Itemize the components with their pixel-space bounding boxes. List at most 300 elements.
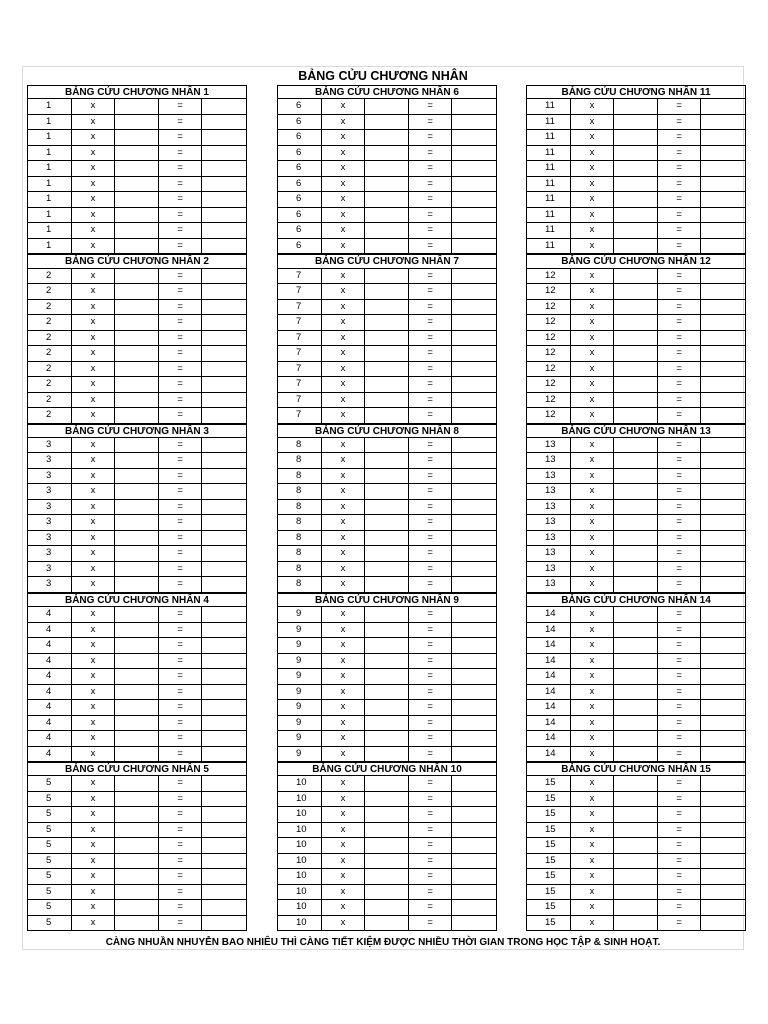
multiplier-blank-cell[interactable] bbox=[365, 284, 409, 299]
multiplier-blank-cell[interactable] bbox=[365, 438, 409, 453]
result-blank-cell[interactable] bbox=[452, 284, 496, 299]
result-blank-cell[interactable] bbox=[202, 269, 246, 284]
multiplier-blank-cell[interactable] bbox=[614, 346, 658, 361]
result-blank-cell[interactable] bbox=[701, 300, 745, 315]
result-blank-cell[interactable] bbox=[452, 239, 496, 254]
result-blank-cell[interactable] bbox=[202, 223, 246, 238]
multiplier-blank-cell[interactable] bbox=[614, 192, 658, 207]
multiplier-blank-cell[interactable] bbox=[115, 623, 159, 638]
result-blank-cell[interactable] bbox=[452, 823, 496, 838]
multiplier-blank-cell[interactable] bbox=[115, 823, 159, 838]
multiplier-blank-cell[interactable] bbox=[115, 438, 159, 453]
multiplier-blank-cell[interactable] bbox=[365, 562, 409, 577]
result-blank-cell[interactable] bbox=[202, 331, 246, 346]
multiplier-blank-cell[interactable] bbox=[365, 885, 409, 900]
result-blank-cell[interactable] bbox=[202, 623, 246, 638]
result-blank-cell[interactable] bbox=[202, 453, 246, 468]
multiplier-blank-cell[interactable] bbox=[614, 838, 658, 853]
multiplier-blank-cell[interactable] bbox=[365, 208, 409, 223]
result-blank-cell[interactable] bbox=[202, 99, 246, 114]
result-blank-cell[interactable] bbox=[202, 900, 246, 915]
multiplier-blank-cell[interactable] bbox=[614, 792, 658, 807]
result-blank-cell[interactable] bbox=[202, 577, 246, 592]
multiplier-blank-cell[interactable] bbox=[365, 838, 409, 853]
multiplier-blank-cell[interactable] bbox=[115, 700, 159, 715]
multiplier-blank-cell[interactable] bbox=[614, 900, 658, 915]
result-blank-cell[interactable] bbox=[202, 208, 246, 223]
result-blank-cell[interactable] bbox=[202, 500, 246, 515]
multiplier-blank-cell[interactable] bbox=[614, 469, 658, 484]
multiplier-blank-cell[interactable] bbox=[115, 208, 159, 223]
multiplier-blank-cell[interactable] bbox=[614, 669, 658, 684]
multiplier-blank-cell[interactable] bbox=[365, 315, 409, 330]
result-blank-cell[interactable] bbox=[452, 377, 496, 392]
result-blank-cell[interactable] bbox=[202, 854, 246, 869]
multiplier-blank-cell[interactable] bbox=[115, 916, 159, 931]
multiplier-blank-cell[interactable] bbox=[115, 885, 159, 900]
result-blank-cell[interactable] bbox=[701, 161, 745, 176]
multiplier-blank-cell[interactable] bbox=[115, 146, 159, 161]
result-blank-cell[interactable] bbox=[701, 885, 745, 900]
result-blank-cell[interactable] bbox=[701, 192, 745, 207]
result-blank-cell[interactable] bbox=[701, 469, 745, 484]
result-blank-cell[interactable] bbox=[202, 408, 246, 423]
multiplier-blank-cell[interactable] bbox=[614, 438, 658, 453]
result-blank-cell[interactable] bbox=[701, 531, 745, 546]
result-blank-cell[interactable] bbox=[202, 700, 246, 715]
multiplier-blank-cell[interactable] bbox=[614, 654, 658, 669]
multiplier-blank-cell[interactable] bbox=[365, 823, 409, 838]
result-blank-cell[interactable] bbox=[452, 362, 496, 377]
multiplier-blank-cell[interactable] bbox=[365, 515, 409, 530]
result-blank-cell[interactable] bbox=[452, 869, 496, 884]
multiplier-blank-cell[interactable] bbox=[365, 776, 409, 791]
multiplier-blank-cell[interactable] bbox=[115, 638, 159, 653]
multiplier-blank-cell[interactable] bbox=[614, 115, 658, 130]
result-blank-cell[interactable] bbox=[701, 177, 745, 192]
multiplier-blank-cell[interactable] bbox=[365, 685, 409, 700]
multiplier-blank-cell[interactable] bbox=[365, 177, 409, 192]
multiplier-blank-cell[interactable] bbox=[115, 408, 159, 423]
multiplier-blank-cell[interactable] bbox=[365, 362, 409, 377]
result-blank-cell[interactable] bbox=[701, 408, 745, 423]
result-blank-cell[interactable] bbox=[701, 716, 745, 731]
result-blank-cell[interactable] bbox=[202, 869, 246, 884]
multiplier-blank-cell[interactable] bbox=[365, 607, 409, 622]
multiplier-blank-cell[interactable] bbox=[614, 269, 658, 284]
multiplier-blank-cell[interactable] bbox=[115, 99, 159, 114]
multiplier-blank-cell[interactable] bbox=[365, 531, 409, 546]
result-blank-cell[interactable] bbox=[452, 146, 496, 161]
result-blank-cell[interactable] bbox=[452, 838, 496, 853]
result-blank-cell[interactable] bbox=[452, 484, 496, 499]
multiplier-blank-cell[interactable] bbox=[115, 223, 159, 238]
multiplier-blank-cell[interactable] bbox=[365, 807, 409, 822]
multiplier-blank-cell[interactable] bbox=[365, 869, 409, 884]
multiplier-blank-cell[interactable] bbox=[614, 393, 658, 408]
result-blank-cell[interactable] bbox=[701, 377, 745, 392]
multiplier-blank-cell[interactable] bbox=[115, 469, 159, 484]
multiplier-blank-cell[interactable] bbox=[115, 346, 159, 361]
result-blank-cell[interactable] bbox=[701, 792, 745, 807]
multiplier-blank-cell[interactable] bbox=[614, 515, 658, 530]
result-blank-cell[interactable] bbox=[202, 146, 246, 161]
multiplier-blank-cell[interactable] bbox=[614, 500, 658, 515]
result-blank-cell[interactable] bbox=[701, 823, 745, 838]
multiplier-blank-cell[interactable] bbox=[365, 115, 409, 130]
multiplier-blank-cell[interactable] bbox=[115, 747, 159, 762]
multiplier-blank-cell[interactable] bbox=[614, 315, 658, 330]
result-blank-cell[interactable] bbox=[452, 515, 496, 530]
multiplier-blank-cell[interactable] bbox=[365, 239, 409, 254]
result-blank-cell[interactable] bbox=[202, 469, 246, 484]
result-blank-cell[interactable] bbox=[701, 776, 745, 791]
multiplier-blank-cell[interactable] bbox=[115, 284, 159, 299]
result-blank-cell[interactable] bbox=[202, 177, 246, 192]
multiplier-blank-cell[interactable] bbox=[365, 623, 409, 638]
multiplier-blank-cell[interactable] bbox=[614, 731, 658, 746]
result-blank-cell[interactable] bbox=[452, 747, 496, 762]
multiplier-blank-cell[interactable] bbox=[614, 854, 658, 869]
result-blank-cell[interactable] bbox=[452, 393, 496, 408]
result-blank-cell[interactable] bbox=[701, 515, 745, 530]
multiplier-blank-cell[interactable] bbox=[614, 916, 658, 931]
result-blank-cell[interactable] bbox=[452, 208, 496, 223]
multiplier-blank-cell[interactable] bbox=[115, 577, 159, 592]
multiplier-blank-cell[interactable] bbox=[614, 239, 658, 254]
result-blank-cell[interactable] bbox=[202, 531, 246, 546]
result-blank-cell[interactable] bbox=[202, 484, 246, 499]
result-blank-cell[interactable] bbox=[701, 130, 745, 145]
result-blank-cell[interactable] bbox=[202, 130, 246, 145]
result-blank-cell[interactable] bbox=[452, 130, 496, 145]
result-blank-cell[interactable] bbox=[452, 331, 496, 346]
result-blank-cell[interactable] bbox=[701, 208, 745, 223]
result-blank-cell[interactable] bbox=[202, 300, 246, 315]
multiplier-blank-cell[interactable] bbox=[614, 377, 658, 392]
result-blank-cell[interactable] bbox=[202, 807, 246, 822]
result-blank-cell[interactable] bbox=[452, 223, 496, 238]
result-blank-cell[interactable] bbox=[452, 607, 496, 622]
multiplier-blank-cell[interactable] bbox=[614, 284, 658, 299]
result-blank-cell[interactable] bbox=[452, 700, 496, 715]
multiplier-blank-cell[interactable] bbox=[115, 654, 159, 669]
multiplier-blank-cell[interactable] bbox=[115, 239, 159, 254]
result-blank-cell[interactable] bbox=[701, 284, 745, 299]
result-blank-cell[interactable] bbox=[202, 192, 246, 207]
multiplier-blank-cell[interactable] bbox=[614, 562, 658, 577]
result-blank-cell[interactable] bbox=[452, 885, 496, 900]
result-blank-cell[interactable] bbox=[202, 515, 246, 530]
multiplier-blank-cell[interactable] bbox=[614, 638, 658, 653]
multiplier-blank-cell[interactable] bbox=[115, 607, 159, 622]
multiplier-blank-cell[interactable] bbox=[115, 838, 159, 853]
result-blank-cell[interactable] bbox=[452, 177, 496, 192]
multiplier-blank-cell[interactable] bbox=[365, 377, 409, 392]
result-blank-cell[interactable] bbox=[452, 685, 496, 700]
result-blank-cell[interactable] bbox=[452, 531, 496, 546]
multiplier-blank-cell[interactable] bbox=[614, 146, 658, 161]
result-blank-cell[interactable] bbox=[452, 346, 496, 361]
result-blank-cell[interactable] bbox=[202, 916, 246, 931]
multiplier-blank-cell[interactable] bbox=[115, 546, 159, 561]
multiplier-blank-cell[interactable] bbox=[614, 531, 658, 546]
result-blank-cell[interactable] bbox=[701, 900, 745, 915]
multiplier-blank-cell[interactable] bbox=[365, 577, 409, 592]
result-blank-cell[interactable] bbox=[202, 776, 246, 791]
result-blank-cell[interactable] bbox=[202, 562, 246, 577]
result-blank-cell[interactable] bbox=[701, 807, 745, 822]
multiplier-blank-cell[interactable] bbox=[614, 869, 658, 884]
result-blank-cell[interactable] bbox=[452, 638, 496, 653]
result-blank-cell[interactable] bbox=[701, 223, 745, 238]
result-blank-cell[interactable] bbox=[202, 716, 246, 731]
multiplier-blank-cell[interactable] bbox=[365, 484, 409, 499]
result-blank-cell[interactable] bbox=[202, 654, 246, 669]
multiplier-blank-cell[interactable] bbox=[614, 362, 658, 377]
result-blank-cell[interactable] bbox=[202, 731, 246, 746]
multiplier-blank-cell[interactable] bbox=[365, 716, 409, 731]
multiplier-blank-cell[interactable] bbox=[365, 130, 409, 145]
multiplier-blank-cell[interactable] bbox=[115, 130, 159, 145]
multiplier-blank-cell[interactable] bbox=[614, 747, 658, 762]
result-blank-cell[interactable] bbox=[701, 438, 745, 453]
multiplier-blank-cell[interactable] bbox=[115, 531, 159, 546]
result-blank-cell[interactable] bbox=[452, 916, 496, 931]
multiplier-blank-cell[interactable] bbox=[115, 869, 159, 884]
result-blank-cell[interactable] bbox=[452, 623, 496, 638]
result-blank-cell[interactable] bbox=[202, 239, 246, 254]
result-blank-cell[interactable] bbox=[452, 854, 496, 869]
multiplier-blank-cell[interactable] bbox=[614, 577, 658, 592]
result-blank-cell[interactable] bbox=[452, 731, 496, 746]
multiplier-blank-cell[interactable] bbox=[614, 546, 658, 561]
multiplier-blank-cell[interactable] bbox=[365, 223, 409, 238]
result-blank-cell[interactable] bbox=[701, 669, 745, 684]
result-blank-cell[interactable] bbox=[701, 638, 745, 653]
result-blank-cell[interactable] bbox=[701, 731, 745, 746]
result-blank-cell[interactable] bbox=[202, 885, 246, 900]
multiplier-blank-cell[interactable] bbox=[365, 269, 409, 284]
result-blank-cell[interactable] bbox=[452, 776, 496, 791]
multiplier-blank-cell[interactable] bbox=[115, 315, 159, 330]
result-blank-cell[interactable] bbox=[701, 269, 745, 284]
result-blank-cell[interactable] bbox=[701, 393, 745, 408]
result-blank-cell[interactable] bbox=[202, 685, 246, 700]
result-blank-cell[interactable] bbox=[452, 438, 496, 453]
result-blank-cell[interactable] bbox=[202, 669, 246, 684]
result-blank-cell[interactable] bbox=[202, 284, 246, 299]
result-blank-cell[interactable] bbox=[701, 607, 745, 622]
result-blank-cell[interactable] bbox=[202, 315, 246, 330]
multiplier-blank-cell[interactable] bbox=[614, 607, 658, 622]
result-blank-cell[interactable] bbox=[701, 700, 745, 715]
result-blank-cell[interactable] bbox=[202, 377, 246, 392]
multiplier-blank-cell[interactable] bbox=[115, 776, 159, 791]
result-blank-cell[interactable] bbox=[701, 685, 745, 700]
result-blank-cell[interactable] bbox=[701, 916, 745, 931]
result-blank-cell[interactable] bbox=[202, 546, 246, 561]
multiplier-blank-cell[interactable] bbox=[115, 377, 159, 392]
multiplier-blank-cell[interactable] bbox=[614, 453, 658, 468]
multiplier-blank-cell[interactable] bbox=[115, 269, 159, 284]
multiplier-blank-cell[interactable] bbox=[365, 654, 409, 669]
result-blank-cell[interactable] bbox=[452, 469, 496, 484]
multiplier-blank-cell[interactable] bbox=[614, 300, 658, 315]
multiplier-blank-cell[interactable] bbox=[365, 700, 409, 715]
result-blank-cell[interactable] bbox=[202, 823, 246, 838]
multiplier-blank-cell[interactable] bbox=[614, 623, 658, 638]
multiplier-blank-cell[interactable] bbox=[614, 161, 658, 176]
result-blank-cell[interactable] bbox=[452, 300, 496, 315]
result-blank-cell[interactable] bbox=[701, 99, 745, 114]
multiplier-blank-cell[interactable] bbox=[115, 854, 159, 869]
multiplier-blank-cell[interactable] bbox=[365, 669, 409, 684]
result-blank-cell[interactable] bbox=[202, 438, 246, 453]
multiplier-blank-cell[interactable] bbox=[115, 115, 159, 130]
result-blank-cell[interactable] bbox=[202, 346, 246, 361]
multiplier-blank-cell[interactable] bbox=[115, 393, 159, 408]
result-blank-cell[interactable] bbox=[452, 577, 496, 592]
multiplier-blank-cell[interactable] bbox=[365, 331, 409, 346]
result-blank-cell[interactable] bbox=[701, 484, 745, 499]
multiplier-blank-cell[interactable] bbox=[365, 393, 409, 408]
result-blank-cell[interactable] bbox=[452, 192, 496, 207]
multiplier-blank-cell[interactable] bbox=[115, 300, 159, 315]
multiplier-blank-cell[interactable] bbox=[115, 716, 159, 731]
multiplier-blank-cell[interactable] bbox=[365, 300, 409, 315]
multiplier-blank-cell[interactable] bbox=[115, 192, 159, 207]
multiplier-blank-cell[interactable] bbox=[115, 161, 159, 176]
multiplier-blank-cell[interactable] bbox=[614, 807, 658, 822]
result-blank-cell[interactable] bbox=[701, 854, 745, 869]
result-blank-cell[interactable] bbox=[452, 716, 496, 731]
multiplier-blank-cell[interactable] bbox=[614, 223, 658, 238]
multiplier-blank-cell[interactable] bbox=[614, 700, 658, 715]
multiplier-blank-cell[interactable] bbox=[365, 792, 409, 807]
result-blank-cell[interactable] bbox=[701, 331, 745, 346]
multiplier-blank-cell[interactable] bbox=[614, 484, 658, 499]
result-blank-cell[interactable] bbox=[202, 792, 246, 807]
multiplier-blank-cell[interactable] bbox=[365, 161, 409, 176]
multiplier-blank-cell[interactable] bbox=[115, 331, 159, 346]
multiplier-blank-cell[interactable] bbox=[115, 792, 159, 807]
result-blank-cell[interactable] bbox=[701, 346, 745, 361]
multiplier-blank-cell[interactable] bbox=[365, 346, 409, 361]
result-blank-cell[interactable] bbox=[452, 269, 496, 284]
multiplier-blank-cell[interactable] bbox=[614, 408, 658, 423]
multiplier-blank-cell[interactable] bbox=[614, 823, 658, 838]
result-blank-cell[interactable] bbox=[701, 146, 745, 161]
multiplier-blank-cell[interactable] bbox=[614, 177, 658, 192]
multiplier-blank-cell[interactable] bbox=[115, 900, 159, 915]
result-blank-cell[interactable] bbox=[701, 869, 745, 884]
result-blank-cell[interactable] bbox=[202, 838, 246, 853]
multiplier-blank-cell[interactable] bbox=[365, 146, 409, 161]
multiplier-blank-cell[interactable] bbox=[115, 177, 159, 192]
multiplier-blank-cell[interactable] bbox=[115, 669, 159, 684]
result-blank-cell[interactable] bbox=[701, 577, 745, 592]
multiplier-blank-cell[interactable] bbox=[614, 130, 658, 145]
result-blank-cell[interactable] bbox=[202, 115, 246, 130]
multiplier-blank-cell[interactable] bbox=[365, 747, 409, 762]
multiplier-blank-cell[interactable] bbox=[115, 453, 159, 468]
result-blank-cell[interactable] bbox=[452, 654, 496, 669]
multiplier-blank-cell[interactable] bbox=[115, 807, 159, 822]
result-blank-cell[interactable] bbox=[452, 546, 496, 561]
result-blank-cell[interactable] bbox=[452, 315, 496, 330]
result-blank-cell[interactable] bbox=[701, 623, 745, 638]
multiplier-blank-cell[interactable] bbox=[365, 453, 409, 468]
multiplier-blank-cell[interactable] bbox=[365, 408, 409, 423]
result-blank-cell[interactable] bbox=[701, 500, 745, 515]
multiplier-blank-cell[interactable] bbox=[614, 331, 658, 346]
result-blank-cell[interactable] bbox=[452, 500, 496, 515]
result-blank-cell[interactable] bbox=[701, 654, 745, 669]
multiplier-blank-cell[interactable] bbox=[365, 192, 409, 207]
result-blank-cell[interactable] bbox=[452, 453, 496, 468]
result-blank-cell[interactable] bbox=[701, 115, 745, 130]
result-blank-cell[interactable] bbox=[452, 669, 496, 684]
result-blank-cell[interactable] bbox=[452, 900, 496, 915]
result-blank-cell[interactable] bbox=[452, 408, 496, 423]
result-blank-cell[interactable] bbox=[202, 161, 246, 176]
multiplier-blank-cell[interactable] bbox=[115, 562, 159, 577]
result-blank-cell[interactable] bbox=[202, 607, 246, 622]
multiplier-blank-cell[interactable] bbox=[115, 362, 159, 377]
result-blank-cell[interactable] bbox=[452, 792, 496, 807]
result-blank-cell[interactable] bbox=[452, 161, 496, 176]
result-blank-cell[interactable] bbox=[701, 453, 745, 468]
multiplier-blank-cell[interactable] bbox=[115, 500, 159, 515]
result-blank-cell[interactable] bbox=[701, 239, 745, 254]
result-blank-cell[interactable] bbox=[452, 562, 496, 577]
multiplier-blank-cell[interactable] bbox=[614, 99, 658, 114]
result-blank-cell[interactable] bbox=[202, 362, 246, 377]
multiplier-blank-cell[interactable] bbox=[115, 685, 159, 700]
multiplier-blank-cell[interactable] bbox=[115, 731, 159, 746]
multiplier-blank-cell[interactable] bbox=[115, 515, 159, 530]
multiplier-blank-cell[interactable] bbox=[365, 916, 409, 931]
result-blank-cell[interactable] bbox=[701, 362, 745, 377]
multiplier-blank-cell[interactable] bbox=[115, 484, 159, 499]
multiplier-blank-cell[interactable] bbox=[614, 685, 658, 700]
multiplier-blank-cell[interactable] bbox=[614, 208, 658, 223]
multiplier-blank-cell[interactable] bbox=[365, 546, 409, 561]
multiplier-blank-cell[interactable] bbox=[365, 500, 409, 515]
multiplier-blank-cell[interactable] bbox=[365, 469, 409, 484]
result-blank-cell[interactable] bbox=[452, 115, 496, 130]
multiplier-blank-cell[interactable] bbox=[365, 638, 409, 653]
multiplier-blank-cell[interactable] bbox=[365, 900, 409, 915]
result-blank-cell[interactable] bbox=[202, 393, 246, 408]
result-blank-cell[interactable] bbox=[701, 315, 745, 330]
result-blank-cell[interactable] bbox=[701, 747, 745, 762]
result-blank-cell[interactable] bbox=[452, 99, 496, 114]
multiplier-blank-cell[interactable] bbox=[614, 716, 658, 731]
multiplier-blank-cell[interactable] bbox=[365, 854, 409, 869]
result-blank-cell[interactable] bbox=[701, 546, 745, 561]
multiplier-blank-cell[interactable] bbox=[365, 99, 409, 114]
result-blank-cell[interactable] bbox=[701, 562, 745, 577]
multiplier-blank-cell[interactable] bbox=[614, 776, 658, 791]
result-blank-cell[interactable] bbox=[202, 638, 246, 653]
multiplier-blank-cell[interactable] bbox=[614, 885, 658, 900]
result-blank-cell[interactable] bbox=[701, 838, 745, 853]
result-blank-cell[interactable] bbox=[202, 747, 246, 762]
result-blank-cell[interactable] bbox=[452, 807, 496, 822]
multiplier-blank-cell[interactable] bbox=[365, 731, 409, 746]
